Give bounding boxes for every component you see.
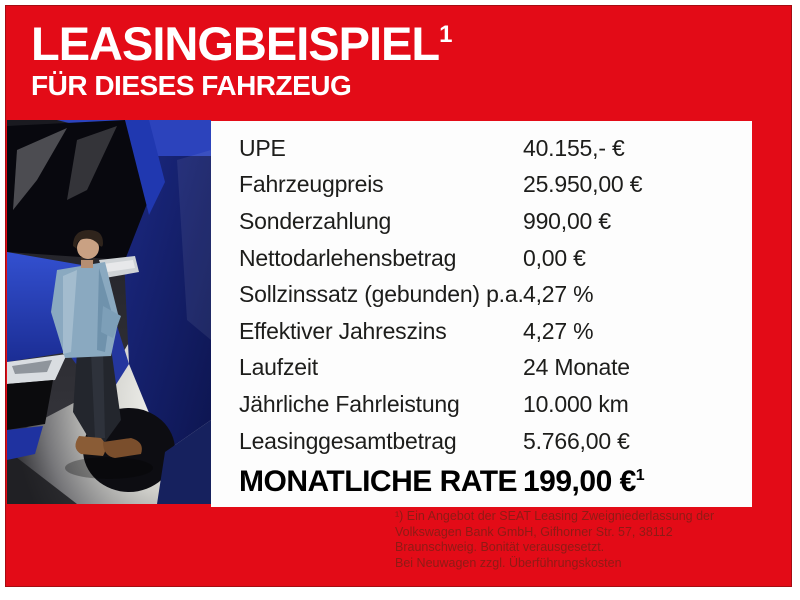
car-photo (7, 120, 211, 504)
table-row (239, 130, 752, 167)
row-label: Leasinggesamtbetrag (239, 427, 457, 454)
page-title-text: LEASINGBEISPIEL (31, 17, 440, 70)
row-value: 40.155,- € (523, 134, 625, 161)
page-title (31, 18, 452, 71)
row-value: 4,27 % (523, 281, 594, 308)
row-value: 25.950,00 € (523, 171, 643, 198)
row-value: 990,00 € (523, 207, 611, 234)
monthly-rate-amount: 199,00 € (523, 465, 636, 499)
car-photo-illustration (7, 120, 211, 504)
table-row (239, 240, 752, 277)
row-label: Nettodarlehensbetrag (239, 244, 457, 271)
footnote-line: Braunschweig. Bonität verausgesetzt. (395, 540, 605, 554)
row-label: Jährliche Fahrleistung (239, 390, 460, 417)
page-subtitle: FÜR DIESES FAHRZEUG (31, 69, 352, 101)
row-label: Effektiver Jahreszins (239, 317, 447, 344)
monthly-rate-value (523, 465, 644, 499)
row-value: 10.000 km (523, 390, 629, 417)
table-row (239, 313, 752, 350)
footnote-line: ¹) Ein Angebot der SEAT Leasing Zweigniederlassung der (395, 509, 715, 523)
header (31, 18, 452, 100)
row-value: 0,00 € (523, 244, 586, 271)
monthly-rate-row (239, 461, 752, 503)
row-value: 5.766,00 € (523, 427, 630, 454)
table-row (239, 423, 752, 460)
leasing-table-panel (211, 121, 752, 507)
red-canvas (5, 5, 792, 587)
row-value: 4,27 % (523, 317, 594, 344)
row-label: Sollzinssatz (gebunden) p.a. (239, 281, 524, 308)
row-value: 24 Monate (523, 354, 630, 381)
footnote-line: Volkswagen Bank GmbH, Gifhorner Str. 57, 38112 (395, 524, 673, 539)
table-row (239, 350, 752, 387)
table-row (239, 386, 752, 423)
footnote-line: Bei Neuwagen zzgl. Überführungskosten (395, 555, 622, 570)
table-row (239, 203, 752, 240)
monthly-rate-footnote-marker: 1 (635, 467, 645, 485)
page-title-footnote-marker: 1 (439, 21, 453, 48)
row-label: Laufzeit (239, 354, 318, 381)
table-row (239, 276, 752, 313)
row-label: Fahrzeugpreis (239, 171, 384, 198)
table-row (239, 167, 752, 204)
legal-footnote (395, 509, 714, 571)
monthly-rate-label: MONATLICHE RATE (239, 465, 518, 499)
row-label: UPE (239, 134, 286, 161)
row-label: Sonderzahlung (239, 207, 392, 234)
